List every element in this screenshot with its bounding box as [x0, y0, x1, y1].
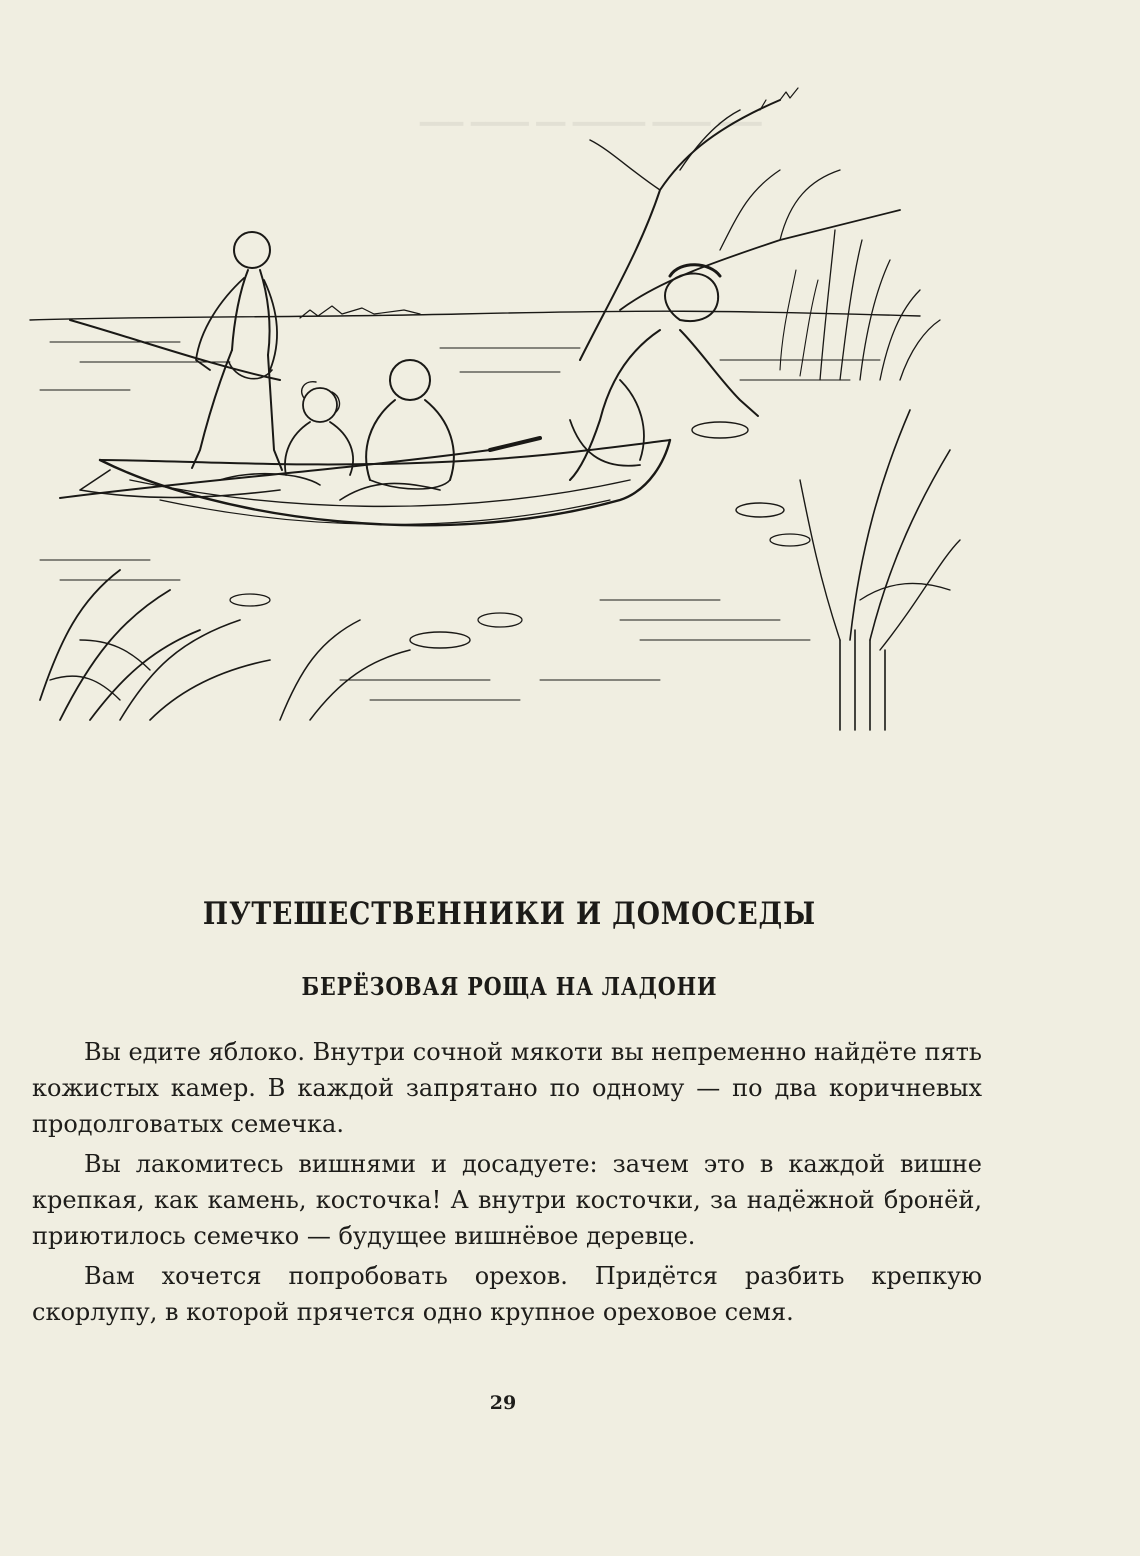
chapter-title: ПУТЕШЕСТВЕННИКИ И ДОМОСЕДЫ: [202, 896, 816, 932]
paragraph: Вы едите яблоко. Внутри сочной мякоти вы непременно найдёте пять кожистых камер. В каждой запрятано по одному — по два коричневых продолговатых семечка.: [32, 1038, 982, 1138]
paragraph: Вы лакомитесь вишнями и досадуете: зачем это в каждой вишне крепкая, как камень, косточка! А внутри косточки, за надёжной бронёй, приютилось семечко — будущее вишнёвое деревце.: [32, 1150, 982, 1250]
paragraph: Вам хочется попробовать орехов. Придётся разбить крепкую скорлупу, в которой прячется одно крупное ореховое семя.: [32, 1262, 982, 1326]
show-through-texture: ━━━ ━━━━ ━━ ━━━━━ ━━━━ ━━━: [420, 110, 762, 138]
page-number: 29: [489, 1392, 517, 1414]
section-title: БЕРЁЗОВАЯ РОЩА НА ЛАДОНИ: [301, 972, 718, 1001]
body-text: [32, 1034, 982, 1334]
children-in-boat-illustration: [20, 80, 980, 740]
